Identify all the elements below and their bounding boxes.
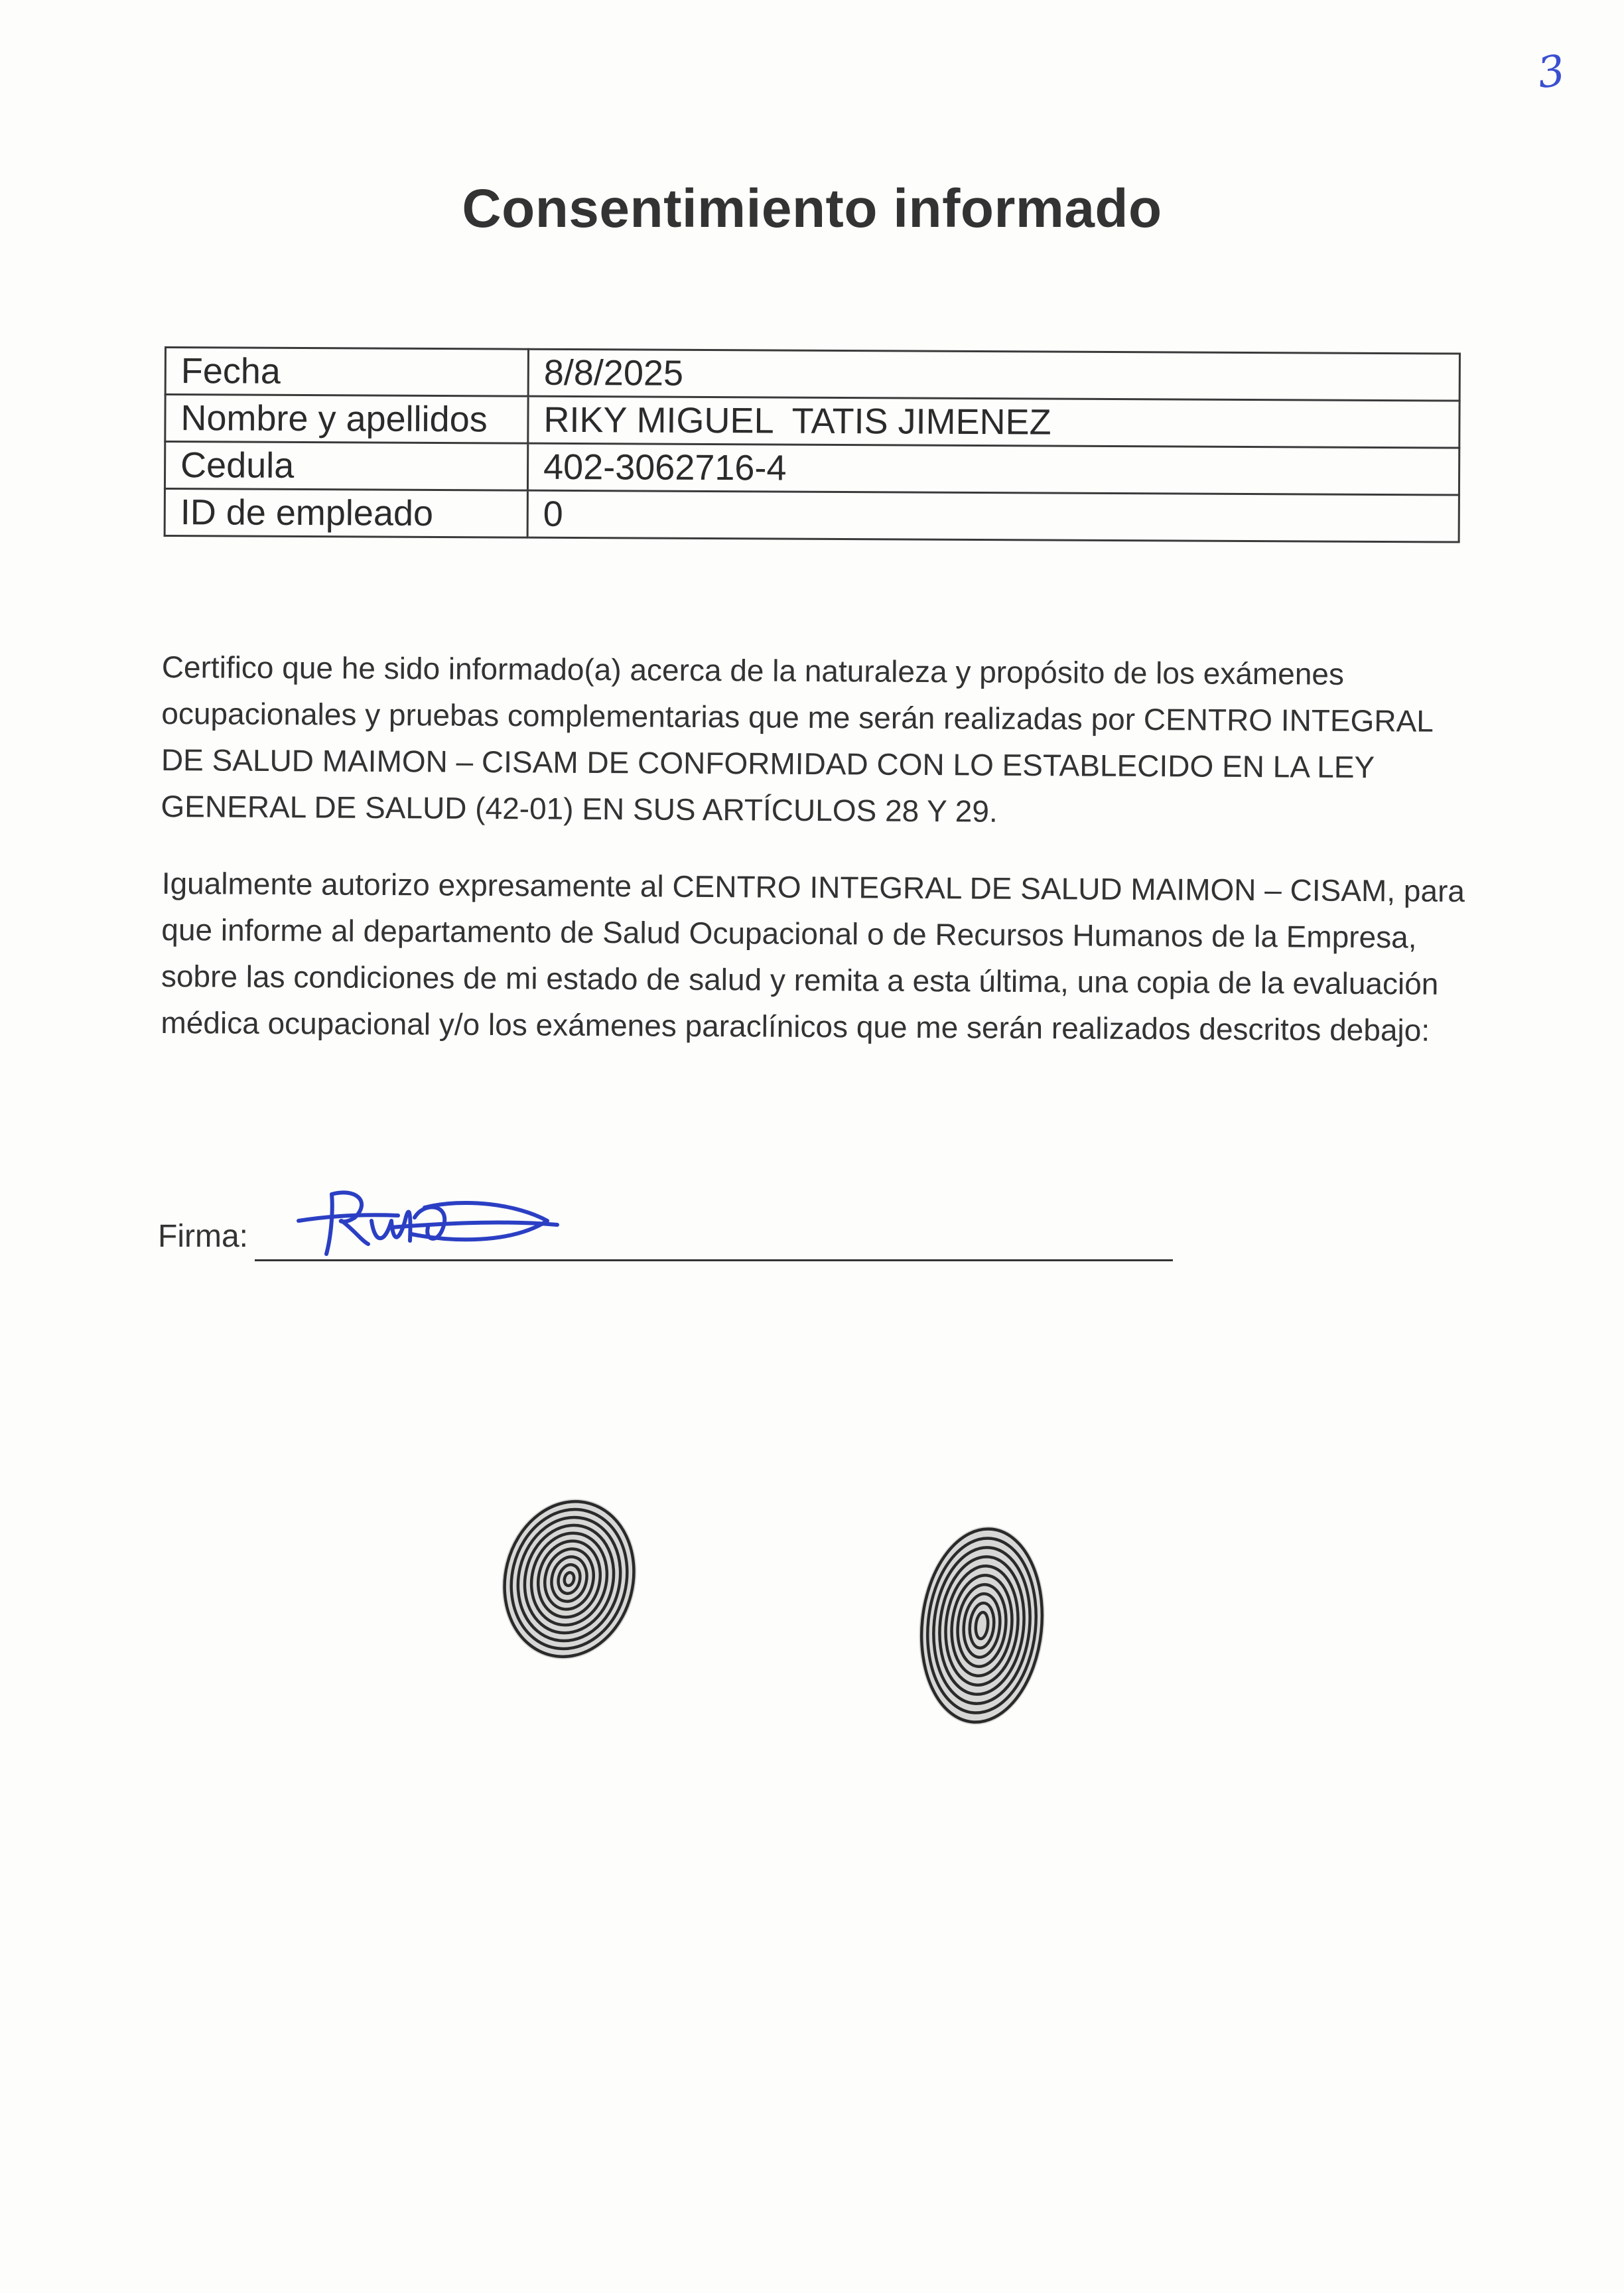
field-value-fecha: 8/8/2025	[528, 349, 1459, 401]
field-value-cedula: 402-3062716-4	[527, 443, 1459, 495]
fingerprint-right	[909, 1519, 1055, 1732]
field-label-fecha: Fecha	[165, 348, 528, 397]
field-label-id-empleado: ID de empleado	[165, 489, 527, 538]
table-row	[165, 395, 1459, 449]
document-title: Consentimiento informado	[462, 178, 1162, 239]
field-value-id-empleado: 0	[527, 490, 1459, 542]
table-row	[165, 442, 1459, 496]
field-label-nombre: Nombre y apellidos	[165, 395, 528, 444]
table-row	[165, 489, 1459, 543]
field-label-cedula: Cedula	[165, 442, 527, 491]
page-number: 3	[1534, 46, 1568, 99]
table-row	[165, 348, 1459, 401]
employee-info-table	[164, 346, 1461, 543]
signature-label: Firma:	[158, 1219, 248, 1254]
certification-paragraph: Certifico que he sido informado(a) acerca de la naturaleza y propósito de los exámenes ocupacionales y pruebas complementarias que me serán realizadas por CENTRO INTEGRAL DE SALUD MAIMON – CISAM DE CONFORMIDAD CON LO ESTABLECIDO EN LA LEY GENERAL DE SALUD (42-01) EN SUS ARTÍCULOS 28 Y 29.	[161, 649, 1433, 829]
authorization-paragraph: Igualmente autorizo expresamente al CENTRO INTEGRAL DE SALUD MAIMON – CISAM, para que informe al departamento de Salud Ocupacional o de Recursos Humanos de la Empresa, sobre las condiciones de mi estado de salud y remita a esta última, una copia de la evaluación médica ocupacional y/o los exámenes paraclínicos que me serán realizados descritos debajo:	[161, 865, 1465, 1048]
fingerprint-left	[496, 1493, 642, 1665]
field-value-nombre: RIKY MIGUEL TATIS JIMENEZ	[528, 396, 1459, 448]
handwritten-signature	[292, 1181, 571, 1267]
